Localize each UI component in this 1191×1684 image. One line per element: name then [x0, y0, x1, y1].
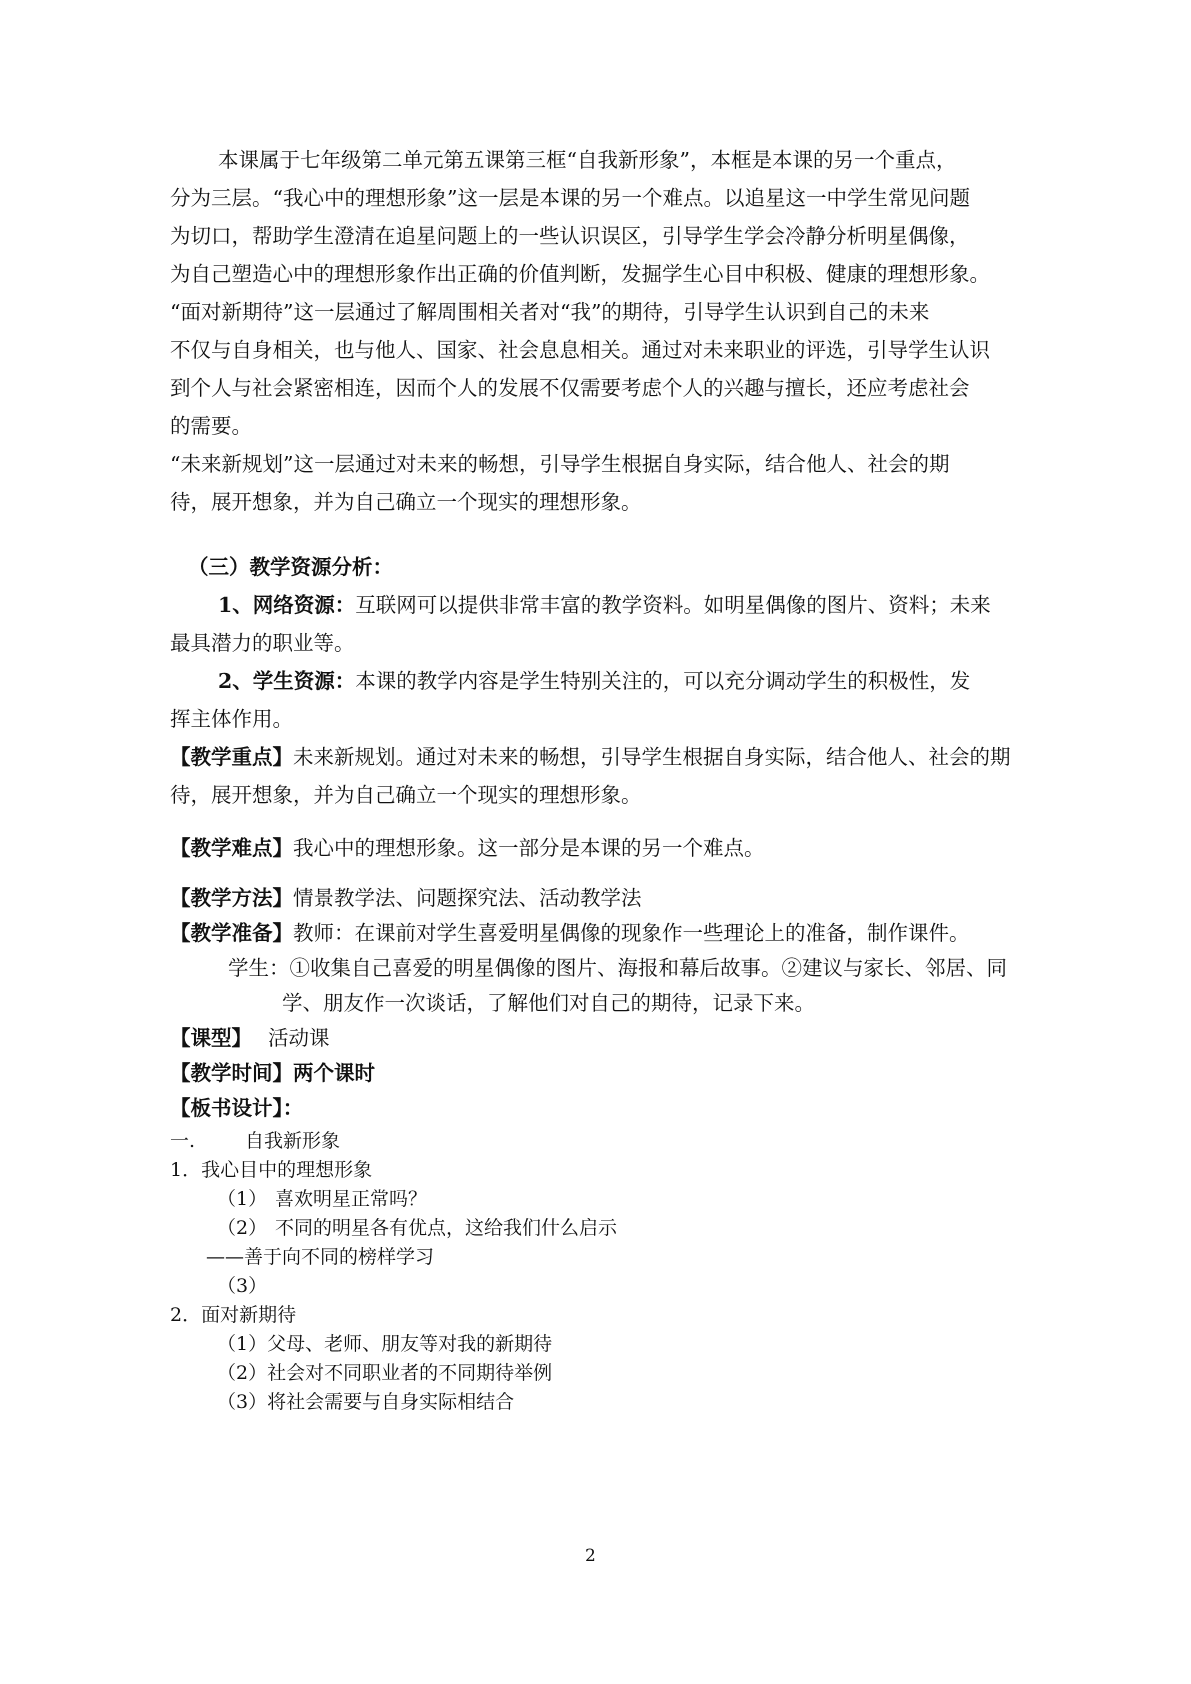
board-title: 自我新形象	[245, 1130, 341, 1152]
board-item-1-1-num: （1）	[217, 1188, 268, 1210]
key-point-label: 【教学重点】	[170, 745, 293, 769]
network-resources	[218, 590, 991, 620]
key-point	[170, 742, 1011, 772]
board-item-1-2-sub: ——善于向不同的榜样学习	[206, 1246, 435, 1268]
intro-line-3: 为切口，帮助学生澄清在追星问题上的一些认识误区，引导学生学会冷静分析明星偶像，	[170, 224, 970, 248]
network-label: 1、网络资源：	[218, 593, 356, 617]
board-item-1-2-num: （2）	[217, 1217, 268, 1239]
lesson-time-text: 两个课时	[293, 1061, 375, 1085]
board-item-1-1: 喜欢明星正常吗？	[275, 1188, 428, 1210]
prep-student: 学生：①收集自己喜爱的明星偶像的图片、海报和幕后故事。②建议与家长、邻居、同	[228, 956, 1007, 980]
board-num: 一.	[170, 1130, 196, 1152]
method-text: 情景教学法、问题探究法、活动教学法	[293, 886, 642, 910]
board-item-2-2: （2）社会对不同职业者的不同期待举例	[217, 1362, 553, 1384]
lesson-type-text: 活动课	[268, 1026, 330, 1050]
difficulty-text: 我心中的理想形象。这一部分是本课的另一个难点。	[293, 836, 765, 860]
board-section-2: 2．面对新期待	[170, 1304, 297, 1326]
board-label: 【板书设计】：	[170, 1096, 304, 1120]
prep-student-line-2: 学、朋友作一次谈话，了解他们对自己的期待，记录下来。	[282, 991, 815, 1015]
board-item-1-2: 不同的明星各有优点，这给我们什么启示	[275, 1217, 618, 1239]
student-label: 2、学生资源：	[218, 669, 356, 693]
board-item-1-3-num: （3）	[217, 1275, 268, 1297]
student-text: 本课的教学内容是学生特别关注的，可以充分调动学生的积极性，发	[355, 669, 971, 693]
difficulty	[170, 833, 765, 863]
network-text-line-2: 最具潜力的职业等。	[170, 631, 355, 655]
intro-line-2: 分为三层。“我心中的理想形象”这一层是本课的另一个难点。以追星这一中学生常见问题	[170, 186, 970, 210]
resources-heading: （三）教学资源分析：	[188, 555, 393, 579]
prep-teacher: 教师：在课前对学生喜爱明星偶像的现象作一些理论上的准备，制作课件。	[293, 921, 970, 945]
lesson-type-label: 【课型】	[170, 1026, 252, 1050]
intro-line-4: 为自己塑造心中的理想形象作出正确的价值判断，发掘学生心目中积极、健康的理想形象。	[170, 262, 990, 286]
intro-line-6: 不仅与自身相关，也与他人、国家、社会息息相关。通过对未来职业的评选，引导学生认识	[170, 338, 990, 362]
network-text: 互联网可以提供非常丰富的教学资料。如明星偶像的图片、资料；未来	[355, 593, 991, 617]
prep-label: 【教学准备】	[170, 921, 293, 945]
intro-line-8: 的需要。	[170, 414, 252, 438]
intro-line-1: 本课属于七年级第二单元第五课第三框“自我新形象”，本框是本课的另一个重点，	[218, 148, 957, 172]
intro-line-9: “未来新规划”这一层通过对未来的畅想，引导学生根据自身实际，结合他人、社会的期	[170, 452, 950, 476]
prep	[170, 918, 970, 948]
key-point-text: 未来新规划。通过对未来的畅想，引导学生根据自身实际，结合他人、社会的期	[293, 745, 1011, 769]
key-point-line-2: 待，展开想象，并为自己确立一个现实的理想形象。	[170, 783, 642, 807]
method-label: 【教学方法】	[170, 886, 293, 910]
lesson-type	[170, 1023, 330, 1053]
page-number: 2	[585, 1546, 596, 1566]
lesson-time-label: 【教学时间】	[170, 1061, 293, 1085]
board-item-2-1: （1）父母、老师、朋友等对我的新期待	[217, 1333, 553, 1355]
difficulty-label: 【教学难点】	[170, 836, 293, 860]
student-resources	[218, 666, 970, 696]
intro-line-10: 待，展开想象，并为自己确立一个现实的理想形象。	[170, 490, 642, 514]
intro-line-5: “面对新期待”这一层通过了解周围相关者对“我”的期待，引导学生认识到自己的未来	[170, 300, 930, 324]
method	[170, 883, 642, 913]
intro-line-7: 到个人与社会紧密相连，因而个人的发展不仅需要考虑个人的兴趣与擅长，还应考虑社会	[170, 376, 970, 400]
student-text-line-2: 挥主体作用。	[170, 707, 293, 731]
board-item-2-3: （3）将社会需要与自身实际相结合	[217, 1391, 515, 1413]
board-section-1: 1．我心目中的理想形象	[170, 1159, 373, 1181]
lesson-time	[170, 1058, 375, 1088]
